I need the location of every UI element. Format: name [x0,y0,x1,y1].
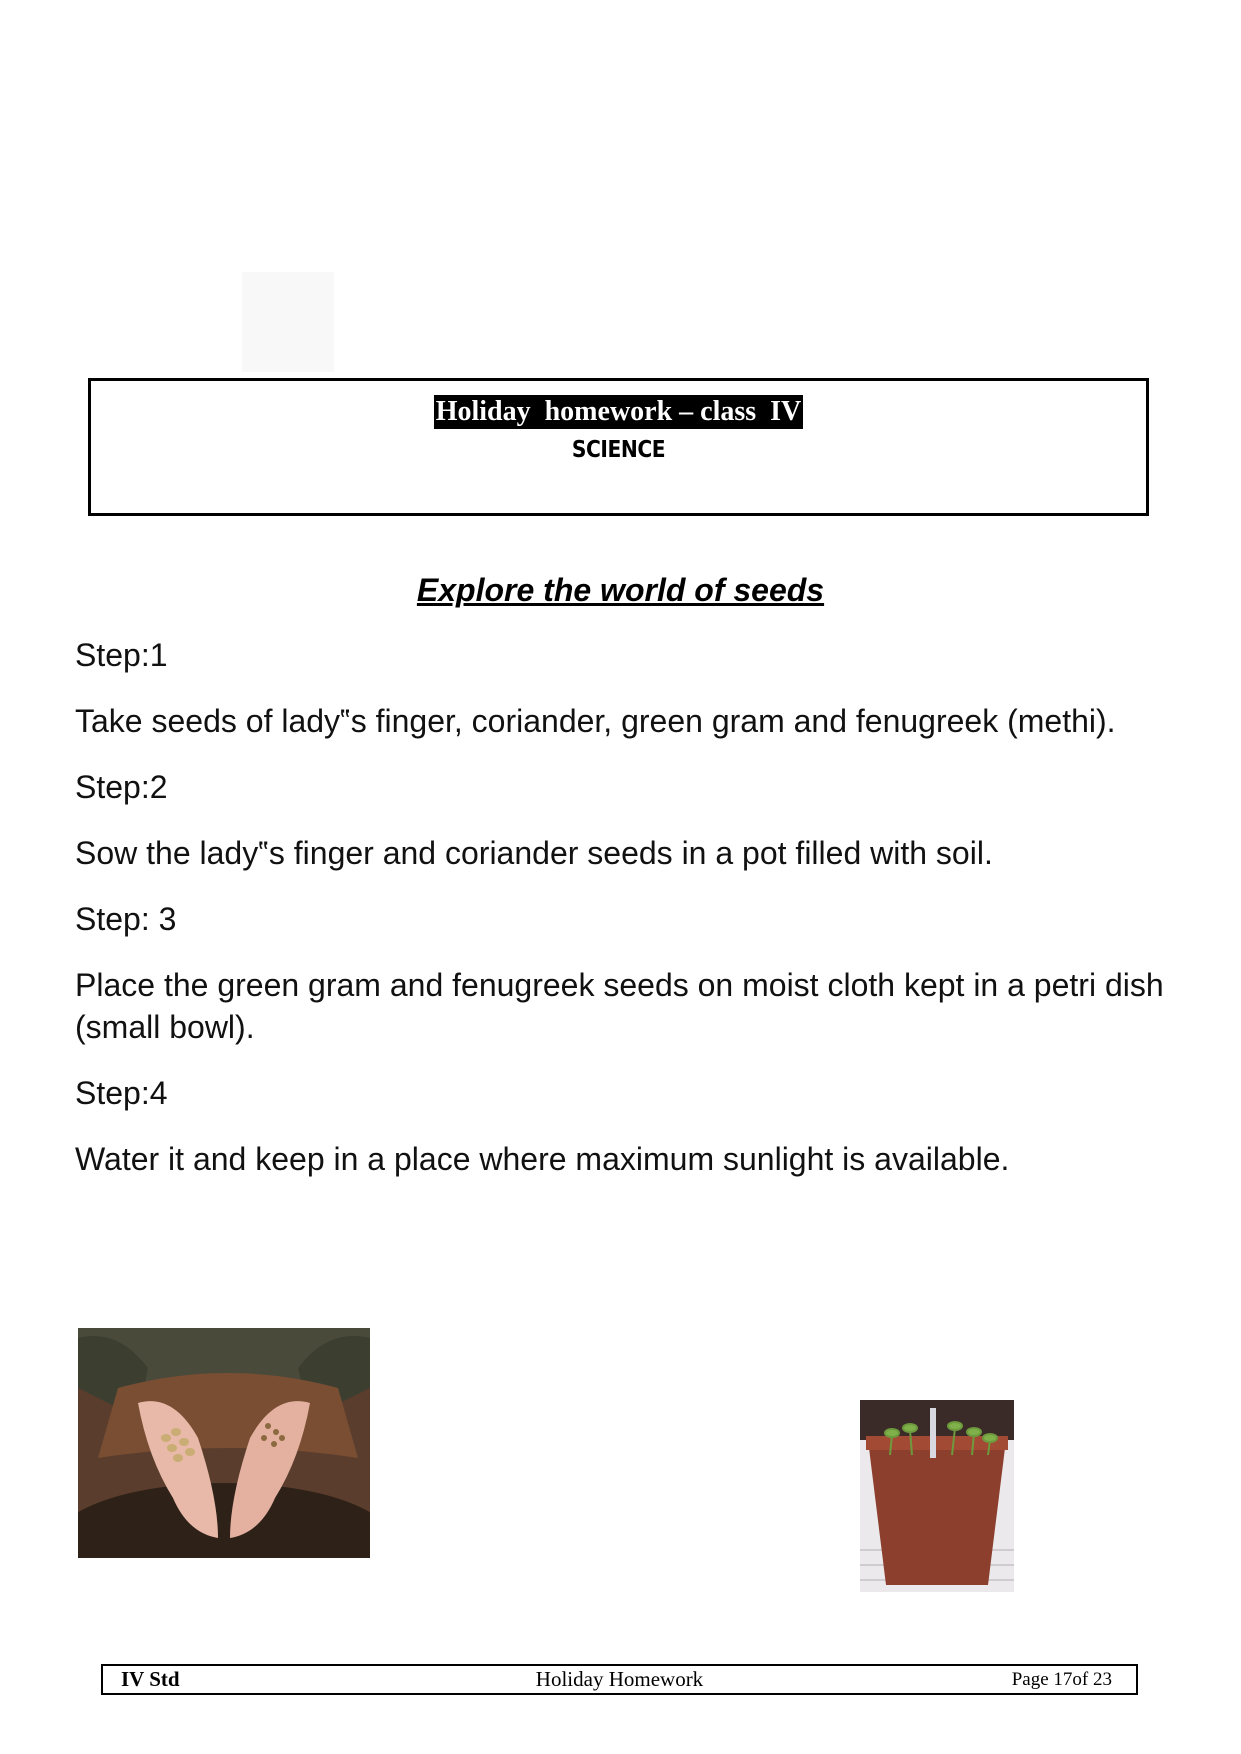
step-text-4: Water it and keep in a place where maximum sunlight is available. [75,1141,1010,1177]
step-label-3: Step: 3 [75,901,177,937]
step-text-3: Place the green gram and fenugreek seeds on moist cloth kept in a petri dish (small bowl). [75,967,1164,1045]
page-footer [101,1664,1138,1695]
document-heading: Explore the world of seeds [416,572,825,608]
header-title: Holiday homework – class IV [435,396,802,427]
header-box [88,378,1149,516]
footer-title: Holiday Homework [535,1667,704,1691]
header-subject: SCIENCE [571,437,666,463]
step-text-1: Take seeds of lady‟s finger, coriander, green gram and fenugreek (methi). [75,703,1116,739]
step-label-4: Step:4 [75,1075,168,1111]
seedlings-pot-image [860,1400,1014,1592]
footer-class-label: IV Std [121,1667,180,1691]
step-label-2: Step:2 [75,769,168,805]
faint-background-mark [242,272,334,372]
step-text-2: Sow the lady‟s finger and coriander seeds in a pot filled with soil. [75,835,993,871]
step-label-1: Step:1 [75,637,168,673]
footer-page-number: Page 17of 23 [1011,1669,1112,1690]
steps-content [75,634,1185,1204]
seeds-in-hands-image [78,1328,370,1558]
